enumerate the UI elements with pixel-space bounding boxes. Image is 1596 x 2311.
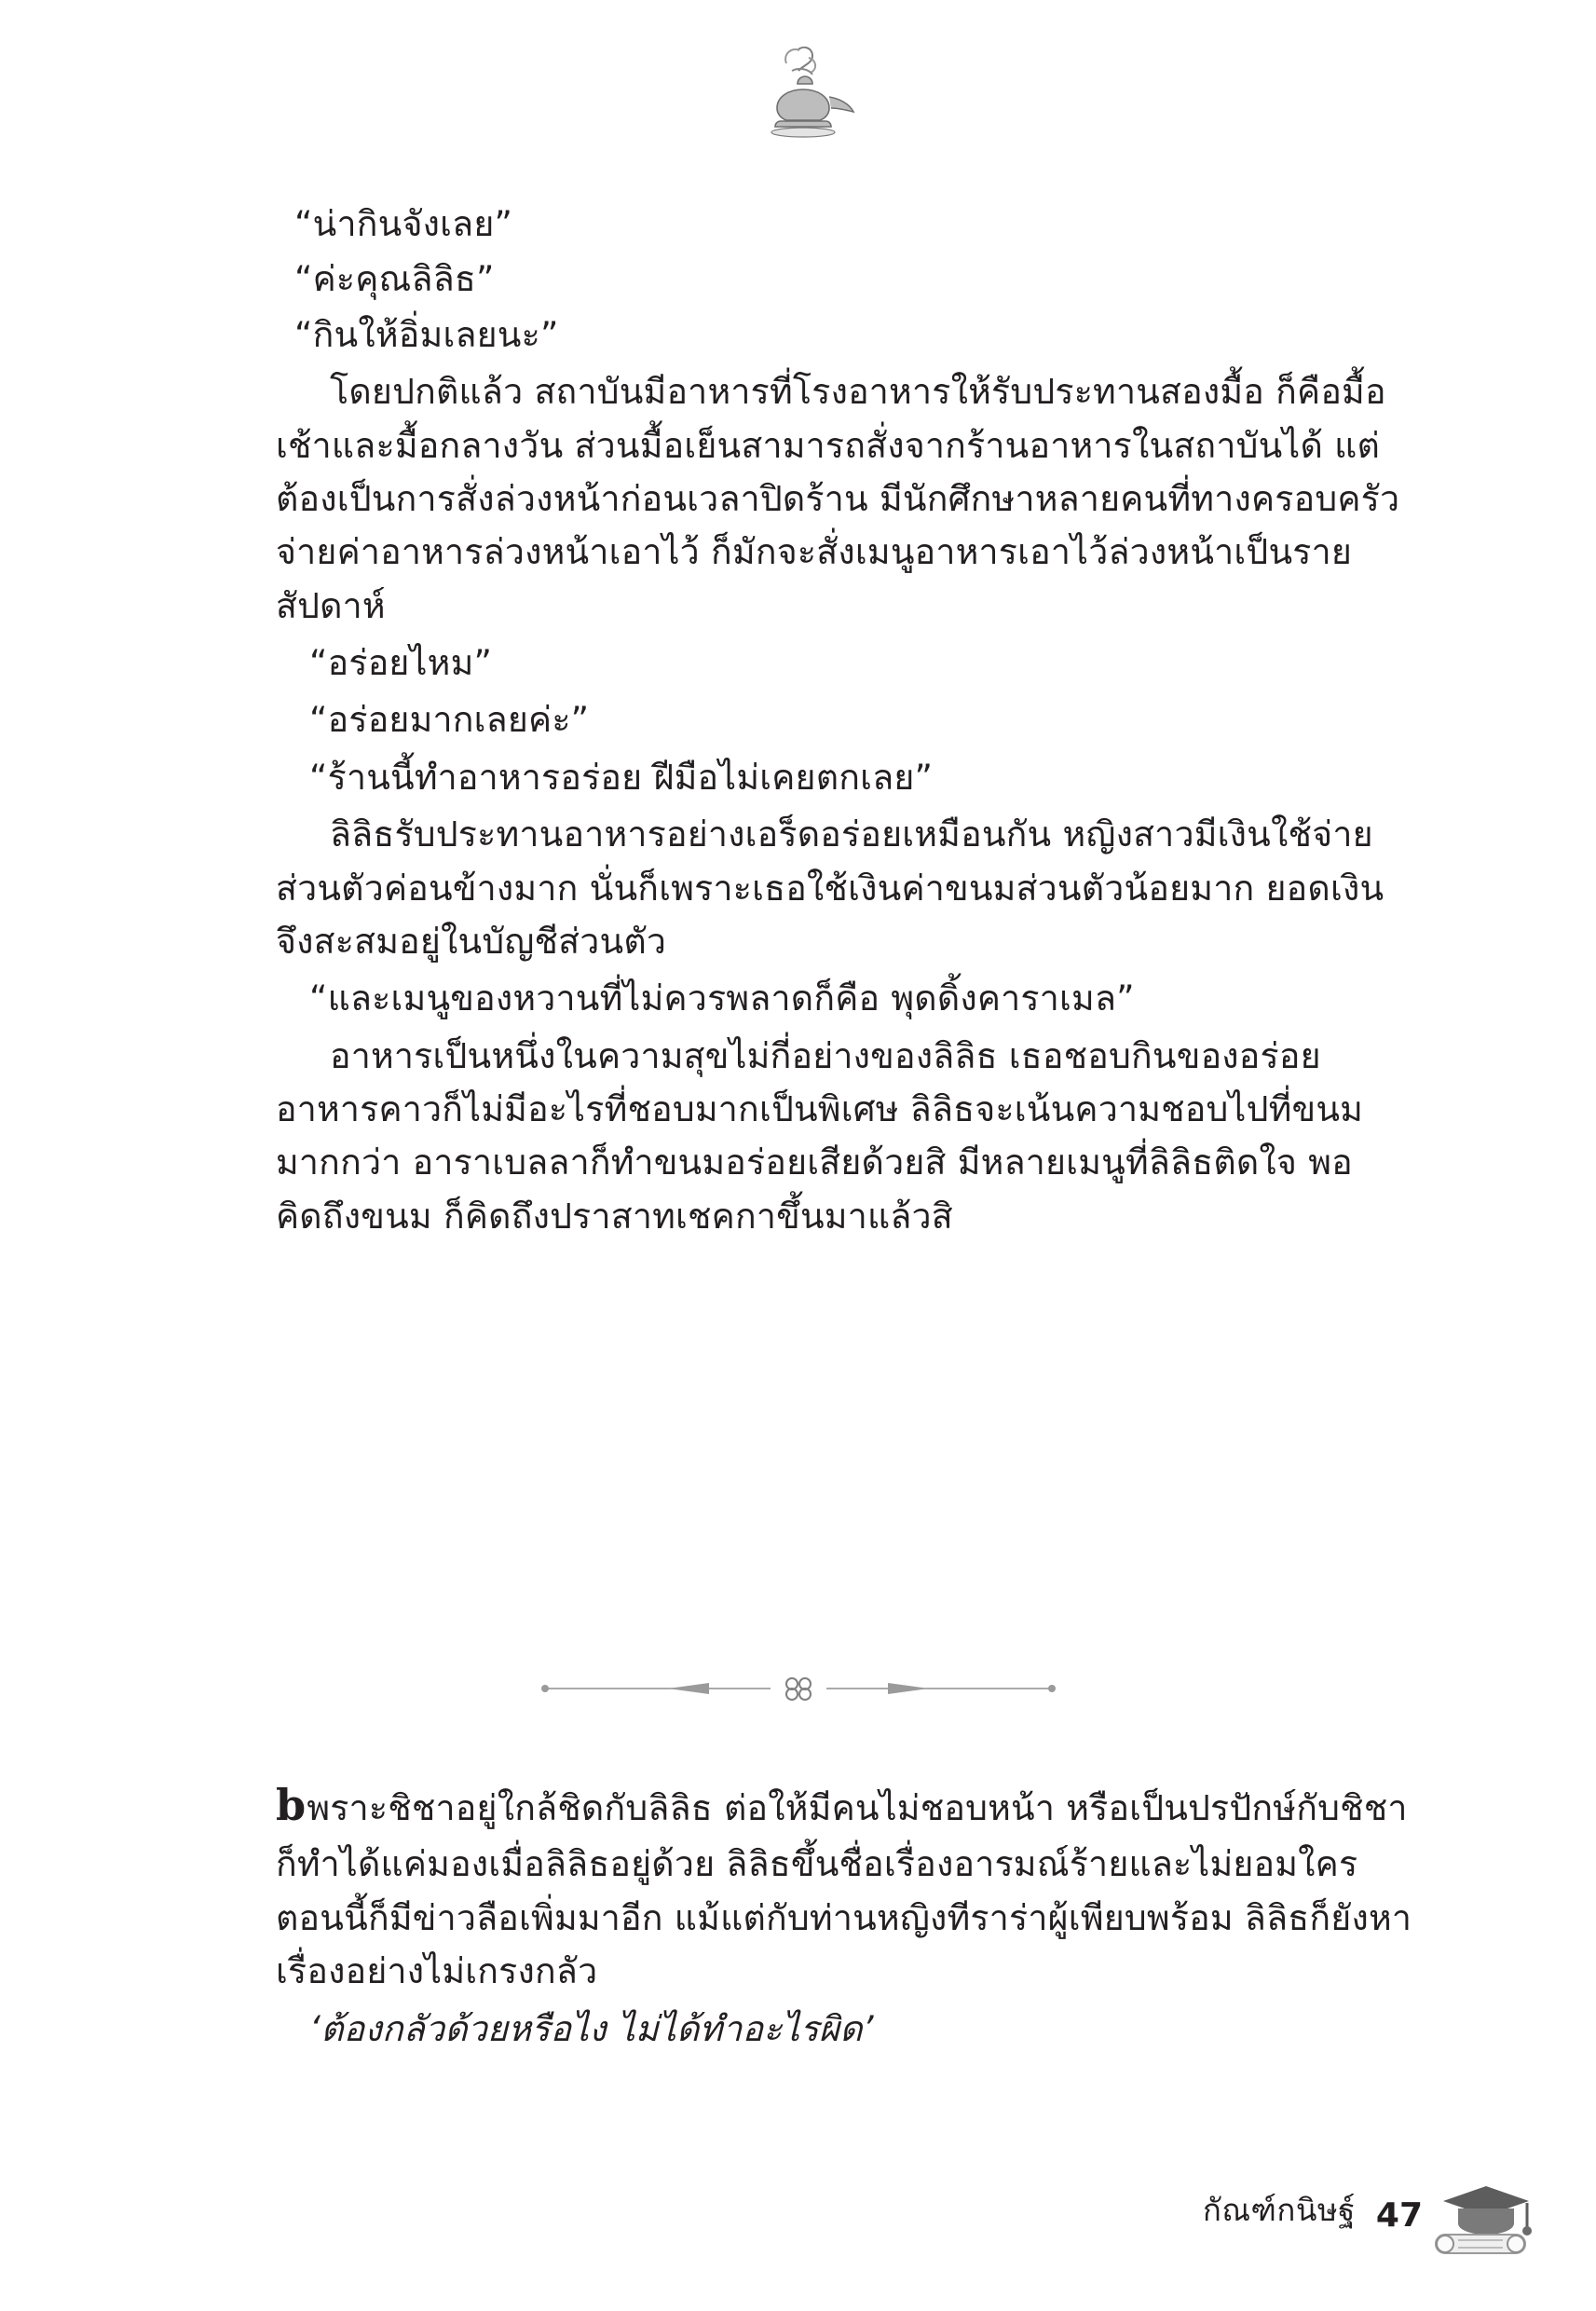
dialogue-line: “อร่อยมากเลยค่ะ” (309, 699, 590, 741)
dialogue-line: “อร่อยไหม” (309, 642, 493, 683)
paragraph: อาหารเป็นหนึ่งในความสุขไม่กี่อย่างของลิลิธ เธอชอบกินของอร่อย อาหารคาวก็ไม่มีอะไรที่ชอบมากเป็นพิเศษ ลิลิธจะเน้นความชอบไปที่ขนมมากกว่า อาราเบลลาก็ทำขนมอร่อยเสียด้วยสิ มีหลายเมนูที่ลิลิธติดใจ พอคิดถึงขนม ก็คิดถึงปราสาทเชคกาขึ้นมาแล้วสิ (276, 1034, 1364, 1237)
floral-divider-ornament-icon (538, 1670, 1059, 1707)
paragraph: โดยปกติแล้ว สถาบันมีอาหารที่โรงอาหารให้รับประทานสองมื้อ ก็คือมื้อเช้าและมื้อกลางวัน ส่วนมื้อเย็นสามารถสั่งจากร้านอาหารในสถาบันได้ แต่ต้องเป็นการสั่งล่วงหน้าก่อนเวลาปิดร้าน มีนักศึกษาหลายคนที่ทางครอบครัวจ่ายค่าอาหารล่วงหน้าเอาไว้ ก็มักจะสั่งเมนูอาหารเอาไว้ล่วงหน้าเป็นรายสัปดาห์ (276, 371, 1400, 626)
graduation-cap-diploma-icon (1430, 2177, 1542, 2263)
dropcap: b (276, 1780, 307, 1830)
footer-book-title: กัณฑ์กนิษฐ์ (1202, 2192, 1356, 2228)
oil-lamp-ornament-icon (729, 43, 868, 145)
page-body-section-one (276, 198, 1420, 1243)
dialogue-line: “กินให้อิ่มเลยนะ” (294, 313, 559, 355)
dialogue-line: “ร้านนี้ทำอาหารอร่อย ฝีมือไม่เคยตกเลย” (309, 756, 934, 798)
top-ornament (0, 43, 1596, 155)
paragraph-text: พราะชิชาอยู่ใกล้ชิดกับลิลิธ ต่อให้มีคนไม่ชอบหน้า หรือเป็นปรปักษ์กับชิชา ก็ทำได้แค่มองเมื่อลิลิธอยู่ด้วย ลิลิธขึ้นชื่อเรื่องอารมณ์ร้ายและไม่ยอมใคร ตอนนี้ก็มีข่าวลือเพิ่มมาอีก แม้แต่กับท่านหญิงทีราร่าผู้เพียบพร้อม ลิลิธก็ยังหาเรื่องอย่างไม่เกรงกลัว (276, 1787, 1412, 1992)
paragraph: ลิลิธรับประทานอาหารอย่างเอร็ดอร่อยเหมือนกัน หญิงสาวมีเงินใช้จ่ายส่วนตัวค่อนข้างมาก นั่นก็เพราะเธอใช้เงินค่าขนมส่วนตัวน้อยมาก ยอดเงินจึงสะสมอยู่ในบัญชีส่วนตัว (276, 814, 1385, 962)
page-number: 47 (1375, 2196, 1423, 2235)
page-body-section-two (276, 1772, 1420, 2056)
dialogue-line: “และเมนูของหวานที่ไม่ควรพลาดก็คือ พุดดิ้งคาราเมล” (309, 978, 1135, 1019)
dialogue-line: “น่ากินจังเลย” (294, 203, 513, 244)
paragraph-with-dropcap (276, 1772, 1420, 1999)
page-footer (1203, 2185, 1423, 2235)
section-divider (0, 1670, 1596, 1707)
inner-thought-line: ‘ต้องกลัวด้วยหรือไง ไม่ได้ทำอะไรผิด’ (309, 2007, 874, 2049)
dialogue-line: “ค่ะคุณลิลิธ” (294, 258, 495, 300)
